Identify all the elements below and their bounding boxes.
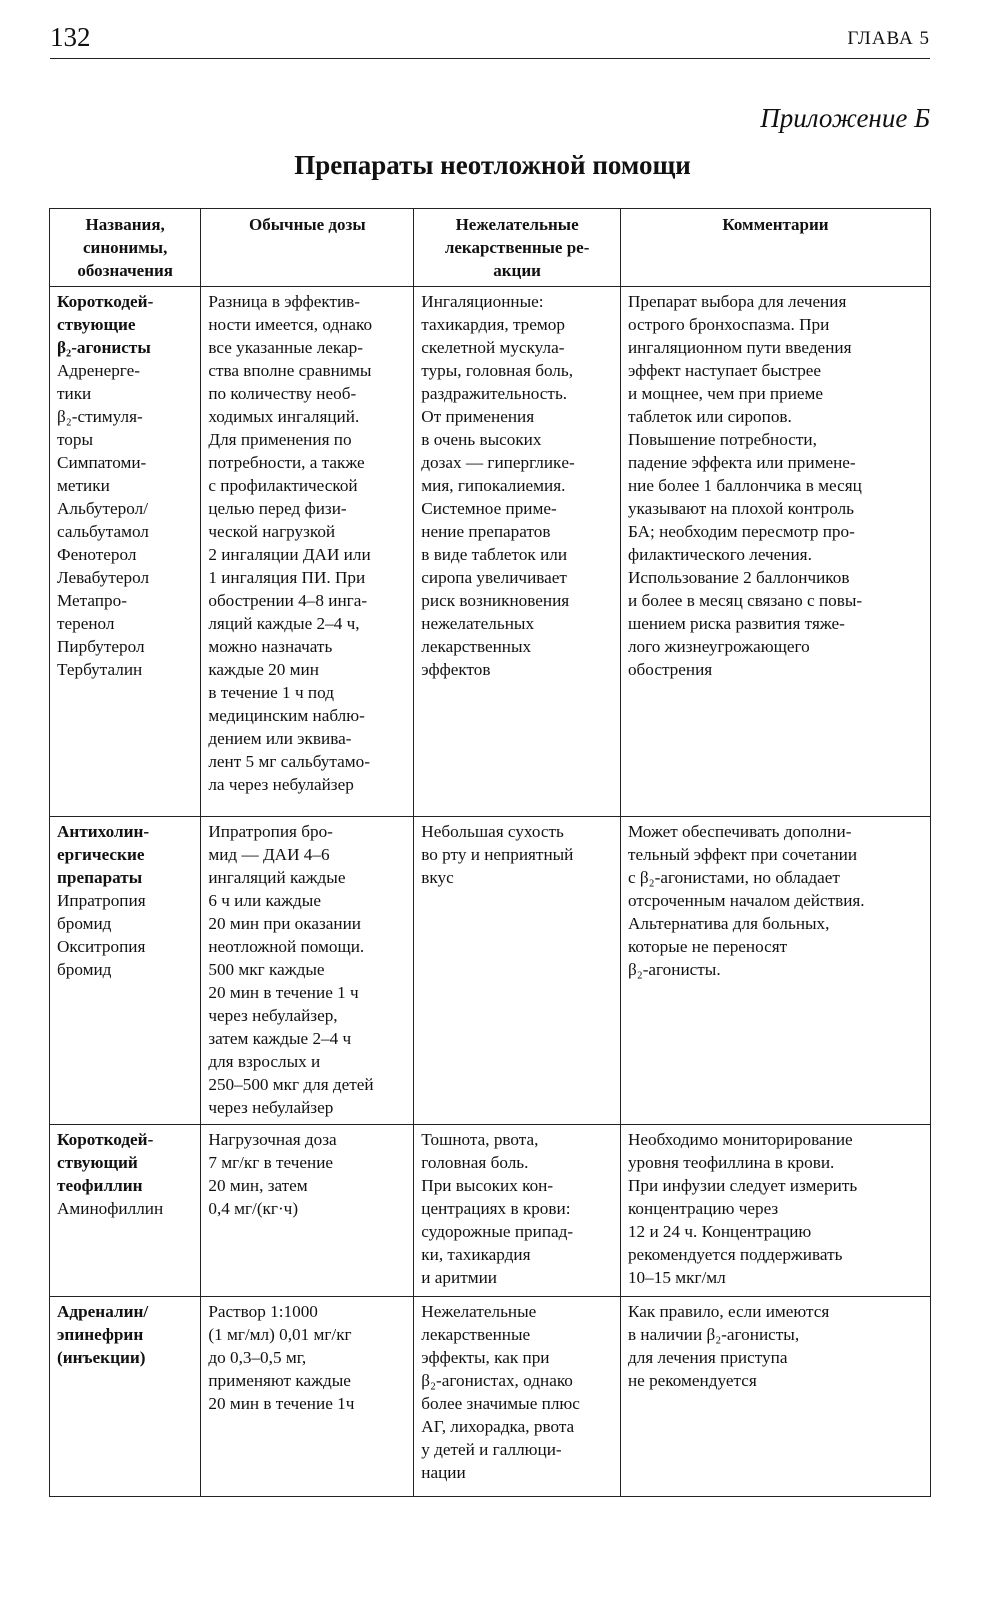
drug-group-line: теофиллин (57, 1176, 143, 1195)
cell-line: Небольшая сухость (421, 822, 564, 841)
cell-line: отсроченным началом действия. (627, 891, 865, 910)
cell-line: Пирбутерол (57, 637, 145, 656)
cell-line: бромид (57, 914, 112, 933)
cell-line: у детей и галлюци- (421, 1440, 562, 1459)
cell-line: Ипратропия бро- (208, 822, 333, 841)
cell-line: вкус (421, 868, 454, 887)
cell-line: ние более 1 баллончика в месяц (627, 476, 862, 495)
cell-line: центрациях в крови: (421, 1199, 571, 1218)
cell-line: теренол (57, 614, 115, 633)
cell-line: 12 и 24 ч. Концентрацию (627, 1222, 812, 1241)
cell-line: торы (57, 430, 94, 449)
cell-comments (620, 287, 930, 817)
cell-line: 7 мг/кг в течение (208, 1153, 334, 1172)
cell-adverse (414, 1125, 621, 1297)
cell-line: АГ, лихорадка, рвота (421, 1417, 575, 1436)
cell-name (50, 1125, 201, 1297)
cell-line: по количеству необ- (208, 384, 357, 403)
cell-line: эффектов (421, 660, 491, 679)
cell-line: которые не переносят (627, 937, 788, 956)
cell-line: ингаляций каждые (208, 868, 346, 887)
drugs-table (49, 208, 931, 1497)
table-header-row (50, 209, 931, 287)
cell-line: во рту и неприятный (421, 845, 574, 864)
cell-line: Разница в эффектив- (208, 292, 361, 311)
cell-line: ческой нагрузкой (208, 522, 336, 541)
cell-line: не рекомендуется (627, 1371, 757, 1390)
cell-line: ности имеется, однако (208, 315, 373, 334)
cell-dose (201, 1297, 414, 1497)
cell-line: обострения (627, 660, 713, 679)
cell-line: (1 мг/мл) 0,01 мг/кг (208, 1325, 352, 1344)
cell-line: целью перед физи- (208, 499, 347, 518)
running-header (50, 22, 930, 59)
cell-comments (620, 817, 930, 1125)
cell-line: 20 мин в течение 1ч (208, 1394, 355, 1413)
cell-line: до 0,3–0,5 мг, (208, 1348, 307, 1367)
cell-line: 1 ингаляция ПИ. При (208, 568, 366, 587)
page-title: Препараты неотложной помощи (294, 150, 691, 180)
cell-line: 6 ч или каждые (208, 891, 321, 910)
cell-line: тельный эффект при сочетании (627, 845, 858, 864)
cell-comments (620, 1125, 930, 1297)
cell-line: медицинским наблю- (208, 706, 365, 725)
cell-adverse (414, 1297, 621, 1497)
cell-line: Системное приме- (421, 499, 557, 518)
cell-line: Ингаляционные: (421, 292, 544, 311)
cell-line: применяют каждые (208, 1371, 351, 1390)
header-line: Названия, (85, 215, 165, 234)
cell-line: таблеток или сиропов. (627, 407, 792, 426)
cell-line: через небулайзер (208, 1098, 334, 1117)
cell-line: раздражительность. (421, 384, 568, 403)
cell-line: β₂-стимуля- (57, 407, 143, 426)
cell-line: для лечения приступа (627, 1348, 788, 1367)
cell-line: концентрацию через (627, 1199, 779, 1218)
drug-group-line: Короткодей- (57, 1130, 154, 1149)
cell-dose (201, 1125, 414, 1297)
header-line: Обычные дозы (248, 215, 366, 234)
cell-line: и более в месяц связано с повы- (627, 591, 863, 610)
cell-line: 20 мин при оказании (208, 914, 362, 933)
cell-line: уровня теофиллина в крови. (627, 1153, 835, 1172)
drug-group-line: Короткодей- (57, 292, 154, 311)
drug-group-line: Адреналин/ (57, 1302, 149, 1321)
cell-line: 250–500 мкг для детей (208, 1075, 374, 1094)
cell-line: сальбутамол (57, 522, 149, 541)
cell-line: ства вполне сравнимы (208, 361, 372, 380)
cell-line: бромид (57, 960, 112, 979)
cell-line: острого бронхоспазма. При (627, 315, 830, 334)
cell-line: Раствор 1:1000 (208, 1302, 318, 1321)
cell-line: ки, тахикардия (421, 1245, 531, 1264)
cell-line: При высоких кон- (421, 1176, 554, 1195)
cell-line: Повышение потребности, (627, 430, 817, 449)
cell-line: в течение 1 ч под (208, 683, 334, 702)
cell-line: При инфузии следует измерить (627, 1176, 858, 1195)
cell-line: судорожные припад- (421, 1222, 574, 1241)
cell-line: тики (57, 384, 92, 403)
cell-line: Нагрузочная доза (208, 1130, 337, 1149)
cell-line: туры, головная боль, (421, 361, 574, 380)
cell-line: риск возникновения (421, 591, 570, 610)
cell-line: БА; необходим пересмотр про- (627, 522, 855, 541)
header-doses (201, 209, 414, 287)
table-row (50, 817, 931, 1125)
cell-line: потребности, а также (208, 453, 365, 472)
cell-line: нежелательных (421, 614, 535, 633)
cell-line: ла через небулайзер (208, 775, 354, 794)
cell-line: головная боль. (421, 1153, 529, 1172)
cell-line: мид — ДАИ 4–6 (208, 845, 330, 864)
cell-line: эффект наступает быстрее (627, 361, 822, 380)
cell-line: через небулайзер, (208, 1006, 338, 1025)
cell-line: Препарат выбора для лечения (627, 292, 847, 311)
cell-line: ингаляционном пути введения (627, 338, 852, 357)
table-row (50, 1125, 931, 1297)
cell-line: β₂-агонисты. (627, 960, 721, 979)
cell-line: дозах — гипергликe- (421, 453, 575, 472)
cell-line: все указанные лекар- (208, 338, 363, 357)
cell-line: лекарственных (421, 637, 532, 656)
cell-line: нации (421, 1463, 466, 1482)
cell-name (50, 287, 201, 817)
cell-line: Тербуталин (57, 660, 143, 679)
cell-line: рекомендуется поддерживать (627, 1245, 843, 1264)
chapter-label: ГЛАВА 5 (847, 28, 930, 49)
cell-line: Может обеспечивать дополни- (627, 822, 852, 841)
cell-line: скелетной мускула- (421, 338, 565, 357)
cell-dose (201, 287, 414, 817)
header-line: лекарственные ре- (444, 238, 590, 257)
cell-line: в очень высоких (421, 430, 542, 449)
header-line: акции (493, 261, 541, 280)
cell-line: лекарственные (421, 1325, 531, 1344)
drug-group-line: эпинефрин (57, 1325, 144, 1344)
cell-line: 20 мин, затем (208, 1176, 308, 1195)
cell-line: более значимые плюс (421, 1394, 580, 1413)
cell-line: 500 мкг каждые (208, 960, 325, 979)
cell-line: Альтернатива для больных, (627, 914, 830, 933)
drug-group-line: Антихолин- (57, 822, 150, 841)
header-line: обозначения (77, 261, 173, 280)
cell-line: неотложной помощи. (208, 937, 365, 956)
cell-line: филактического лечения. (627, 545, 812, 564)
cell-line: обострении 4–8 инга- (208, 591, 368, 610)
page-number: 132 (50, 22, 91, 52)
cell-line: и аритмии (421, 1268, 497, 1287)
cell-line: и мощнее, чем при приеме (627, 384, 824, 403)
cell-line: 2 ингаляции ДАИ или (208, 545, 371, 564)
cell-line: Симпатоми- (57, 453, 147, 472)
cell-line: 0,4 мг/(кг·ч) (208, 1199, 299, 1218)
cell-line: можно назначать (208, 637, 333, 656)
table-row (50, 287, 931, 817)
cell-line: затем каждые 2–4 ч (208, 1029, 352, 1048)
cell-line: нение препаратов (421, 522, 551, 541)
cell-line: с β₂-агонистами, но обладает (627, 868, 840, 887)
cell-line: тахикардия, тремор (421, 315, 565, 334)
cell-adverse (414, 817, 621, 1125)
cell-line: с профилактической (208, 476, 358, 495)
cell-line: сиропа увеличивает (421, 568, 567, 587)
cell-line: падение эффекта или примене- (627, 453, 856, 472)
header-adverse (414, 209, 621, 287)
cell-line: 10–15 мкг/мл (627, 1268, 726, 1287)
cell-line: метики (57, 476, 110, 495)
cell-line: 20 мин в течение 1 ч (208, 983, 359, 1002)
cell-line: β₂-агонистах, однако (421, 1371, 573, 1390)
drug-group-line: ергические (57, 845, 145, 864)
header-names (50, 209, 201, 287)
cell-name (50, 1297, 201, 1497)
drug-group-line: препараты (57, 868, 143, 887)
cell-line: ляций каждые 2–4 ч, (208, 614, 360, 633)
cell-dose (201, 817, 414, 1125)
cell-line: для взрослых и (208, 1052, 321, 1071)
drug-group-line: (инъекции) (57, 1348, 146, 1367)
cell-line: каждые 20 мин (208, 660, 319, 679)
cell-line: Окситропия (57, 937, 146, 956)
cell-line: Адренерге- (57, 361, 140, 380)
drug-group-line: ствующие (57, 315, 136, 334)
cell-line: Необходимо мониторирование (627, 1130, 853, 1149)
cell-line: Использование 2 баллончиков (627, 568, 850, 587)
cell-line: Альбутерол/ (57, 499, 148, 518)
cell-line: От применения (421, 407, 535, 426)
cell-line: Как правило, если имеются (627, 1302, 830, 1321)
cell-line: Тошнота, рвота, (421, 1130, 539, 1149)
cell-line: эффекты, как при (421, 1348, 550, 1367)
cell-line: ходимых ингаляций. (208, 407, 360, 426)
header-line: Нежелательные (455, 215, 579, 234)
cell-line: Фенотерол (57, 545, 137, 564)
cell-line: мия, гипокалиемия. (421, 476, 566, 495)
appendix-label: Приложение Б (760, 103, 930, 133)
cell-line: лого жизнеугрожающего (627, 637, 810, 656)
cell-line: указывают на плохой контроль (627, 499, 854, 518)
cell-line: Для применения по (208, 430, 352, 449)
cell-comments (620, 1297, 930, 1497)
table-row (50, 1297, 931, 1497)
drug-group-line: β₂-агонисты (57, 338, 151, 357)
cell-line: Нежелательные (421, 1302, 537, 1321)
cell-line: лент 5 мг сальбутамо- (208, 752, 370, 771)
cell-line: дением или эквива- (208, 729, 352, 748)
cell-line: шением риска развития тяже- (627, 614, 845, 633)
header-line: Комментарии (722, 215, 829, 234)
cell-line: Ипратропия (57, 891, 146, 910)
cell-adverse (414, 287, 621, 817)
header-comments (620, 209, 930, 287)
header-line: синонимы, (83, 238, 168, 257)
cell-line: в наличии β₂-агонисты, (627, 1325, 800, 1344)
cell-line: в виде таблеток или (421, 545, 568, 564)
cell-line: Метапро- (57, 591, 127, 610)
cell-name (50, 817, 201, 1125)
cell-line: Аминофиллин (57, 1199, 164, 1218)
cell-line: Левабутерол (57, 568, 150, 587)
drug-group-line: ствующий (57, 1153, 138, 1172)
